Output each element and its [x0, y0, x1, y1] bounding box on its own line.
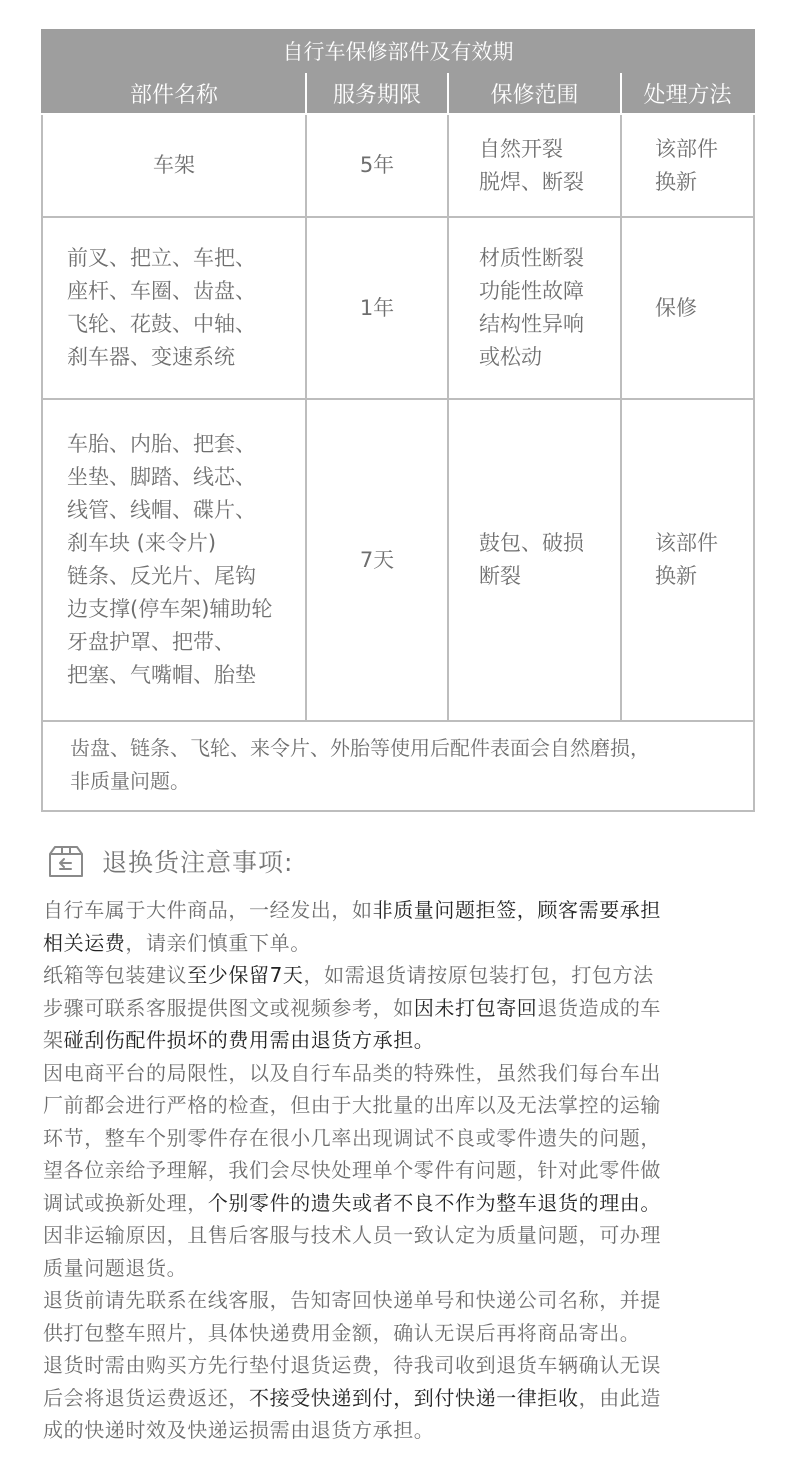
method-line: 保修: [655, 295, 697, 320]
part-name-line: 牙盘护罩、把带、: [67, 630, 235, 654]
scope-line: 脱焊、断裂: [479, 169, 584, 194]
emphasized-text: 个别零件的遗失或者不良不作为整车退货的理由。: [207, 1190, 662, 1215]
part-name-line: 边支撑(停车架)辅助轮: [67, 597, 273, 621]
column-header-service-term: 服务期限: [306, 72, 448, 114]
note-text: 退货造成的车: [537, 995, 662, 1020]
handling-method-cell: [621, 399, 754, 721]
returns-note-paragraph: [43, 1284, 753, 1349]
part-name-line: 链条、反光片、尾钩: [67, 564, 256, 588]
note-text: 厂前都会进行严格的检查，但由于大批量的出库以及无法掌控的运输: [43, 1093, 661, 1117]
column-header-warranty-scope: 保修范围: [448, 72, 621, 114]
part-name-line: 车架: [153, 153, 195, 177]
part-name-line: 线管、线帽、碟片、: [67, 498, 256, 522]
method-line: 该部件: [655, 531, 718, 555]
warranty-scope-cell: [448, 399, 621, 721]
note-text: 供打包整车照片，具体快递费用金额，确认无误后再将商品寄出。: [43, 1320, 641, 1345]
return-package-icon: [46, 841, 86, 881]
note-text: 因电商平台的局限性，以及自行车品类的特殊性，虽然我们每台车出: [43, 1060, 661, 1085]
returns-note-paragraph: [43, 959, 753, 1057]
note-text: 后会将退货运费返还，: [43, 1385, 249, 1410]
returns-note-paragraph: [43, 894, 753, 959]
method-line: 该部件: [655, 136, 718, 161]
wear-note: [42, 721, 754, 811]
warranty-scope-cell: [448, 217, 621, 399]
returns-note-line: [43, 1122, 753, 1155]
note-text: ，由此造: [578, 1385, 662, 1410]
part-name-line: 飞轮、花鼓、中轴、: [67, 312, 256, 336]
returns-note-line: [43, 1284, 753, 1317]
note-text: 退货时需由购买方先行垫付退货运费，待我司收到退货车辆确认无误: [43, 1353, 661, 1377]
returns-note-line: [43, 959, 753, 992]
returns-note-line: [43, 1219, 753, 1252]
note-text: 调试或换新处理，: [43, 1190, 208, 1215]
part-name-line: 车胎、内胎、把套、: [67, 432, 256, 456]
service-term-cell: 5年: [306, 114, 448, 217]
returns-note-line: [43, 1057, 753, 1090]
scope-line: 自然开裂: [479, 136, 563, 161]
warranty-scope-cell: [448, 114, 621, 217]
emphasized-text: 非质量问题拒签，顾客需要承担: [372, 898, 662, 922]
table-title: 自行车保修部件及有效期: [42, 30, 754, 72]
note-text: 退货前请先联系在线客服，告知寄回快递单号和快递公司名称，并提: [43, 1288, 661, 1312]
returns-note-line: [43, 1317, 753, 1350]
note-text: 成的快递时效及快递运损需由退货方承担。: [43, 1418, 435, 1442]
scope-line: 材质性断裂: [479, 246, 584, 270]
returns-note-line: [43, 992, 753, 1025]
returns-note-line: [43, 1187, 753, 1220]
returns-note-paragraph: [43, 1349, 753, 1447]
part-name-line: 坐垫、脚踏、线芯、: [67, 465, 256, 489]
part-names-cell: [42, 114, 306, 217]
returns-note-line: [43, 1024, 753, 1057]
service-term-cell: 7天: [306, 399, 448, 721]
scope-line: 功能性故障: [479, 279, 584, 303]
emphasized-text: 不接受快递到付，到付快递一律拒收: [249, 1385, 579, 1410]
note-text: 质量问题退货。: [43, 1255, 188, 1280]
scope-line: 断裂: [479, 564, 521, 588]
returns-section-header: [46, 840, 293, 882]
note-text: 架: [43, 1028, 64, 1052]
part-name-line: 把塞、气嘴帽、胎垫: [67, 663, 256, 687]
method-line: 换新: [655, 169, 697, 194]
note-text: 望各位亲给予理解，我们会尽快处理单个零件有问题，针对此零件做: [43, 1158, 661, 1182]
emphasized-text: 因未打包寄回: [413, 995, 538, 1020]
handling-method-cell: [621, 217, 754, 399]
column-header-part-name: 部件名称: [42, 72, 306, 114]
returns-note-paragraph: [43, 1219, 753, 1284]
note-text: 环节，整车个别零件存在很小几率出现调试不良或零件遗失的问题，: [43, 1125, 661, 1150]
part-names-cell: [42, 399, 306, 721]
note-text: 自行车属于大件商品，一经发出，如: [43, 898, 373, 922]
scope-line: 鼓包、破损: [479, 531, 584, 555]
returns-note-line: [43, 1414, 753, 1447]
scope-line: 或松动: [479, 345, 542, 369]
emphasized-text: 相关运费: [43, 930, 126, 955]
emphasized-text: 至少保留7天: [187, 963, 304, 987]
returns-note-paragraph: [43, 1057, 753, 1220]
returns-title: 退换货注意事项:: [102, 848, 294, 877]
returns-note-line: [43, 894, 753, 927]
table-row-frame: [42, 114, 754, 217]
returns-notes: [43, 894, 753, 1447]
warranty-table: [41, 29, 755, 812]
table-note-row: [42, 721, 754, 811]
emphasized-text: 碰刮伤配件损坏的费用需由退货方承担。: [63, 1028, 435, 1052]
part-names-cell: [42, 217, 306, 399]
note-text: ，请亲们慎重下单。: [125, 930, 311, 955]
note-text: 纸箱等包装建议: [43, 963, 188, 987]
note-text: ，如需退货请按原包装打包，打包方法: [303, 963, 654, 987]
scope-line: 结构性异响: [479, 312, 584, 336]
returns-note-line: [43, 927, 753, 960]
service-term-cell: 1年: [306, 217, 448, 399]
part-name-line: 座杆、车圈、齿盘、: [67, 279, 256, 303]
part-name-line: 刹车器、变速系统: [67, 345, 235, 369]
note-text: 因非运输原因，且售后客服与技术人员一致认定为质量问题，可办理: [43, 1223, 661, 1247]
wear-note-line: 齿盘、链条、飞轮、来令片、外胎等使用后配件表面会自然磨损，: [70, 736, 650, 760]
returns-note-line: [43, 1089, 753, 1122]
part-name-line: 前叉、把立、车把、: [67, 246, 256, 270]
column-header-handling-method: 处理方法: [621, 72, 754, 114]
method-line: 换新: [655, 564, 697, 588]
handling-method-cell: [621, 114, 754, 217]
returns-note-line: [43, 1154, 753, 1187]
returns-note-line: [43, 1252, 753, 1285]
returns-note-line: [43, 1382, 753, 1415]
wear-note-line: 非质量问题。: [70, 769, 190, 793]
returns-note-line: [43, 1349, 753, 1382]
table-row-components: [42, 217, 754, 399]
table-row-accessories: [42, 399, 754, 721]
part-name-line: 刹车块 (来令片): [67, 531, 217, 555]
note-text: 步骤可联系客服提供图文或视频参考，如: [43, 995, 414, 1020]
